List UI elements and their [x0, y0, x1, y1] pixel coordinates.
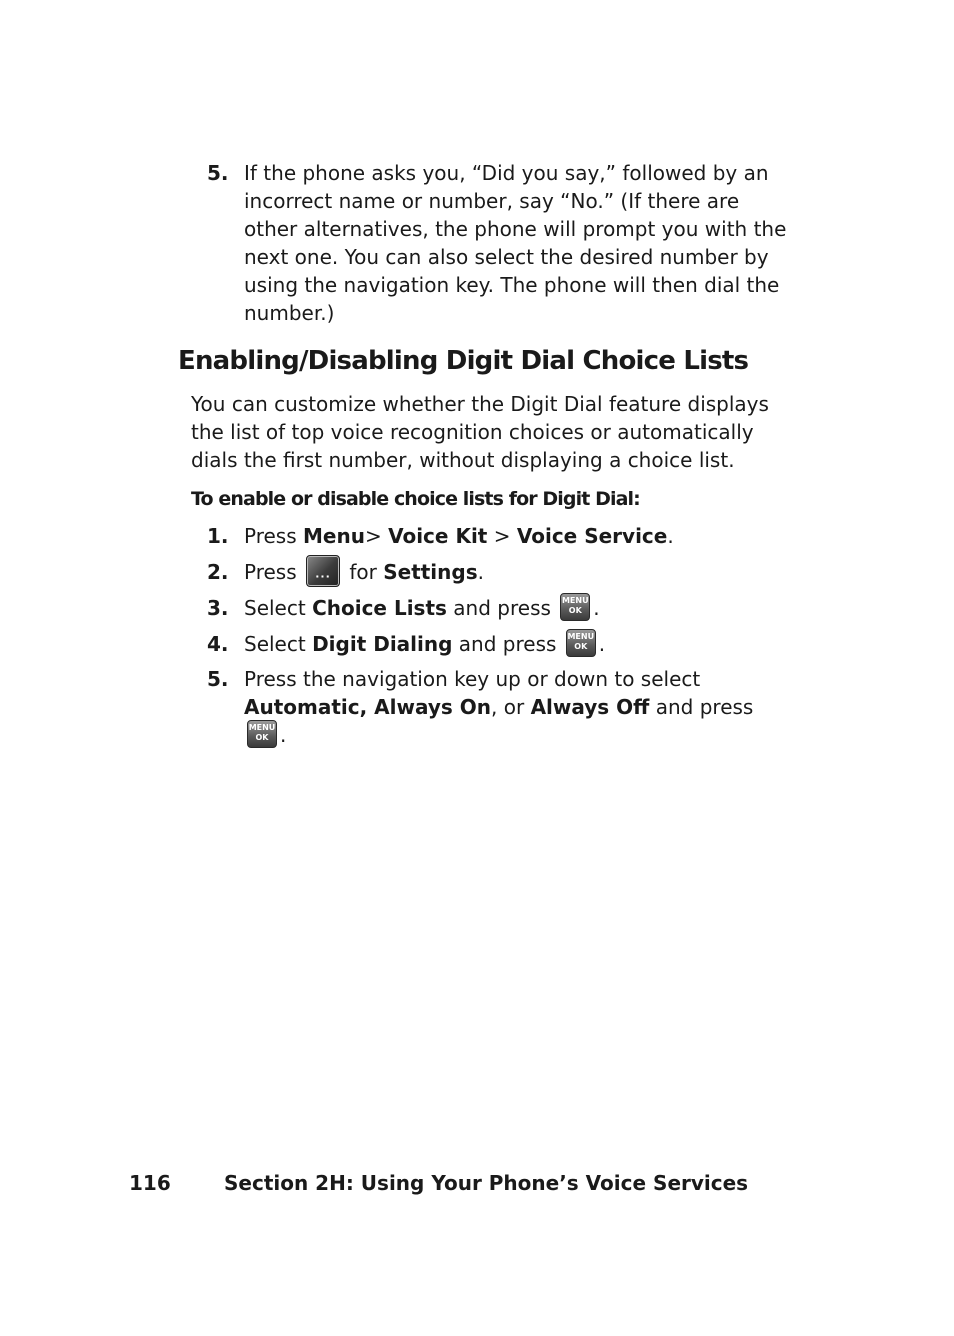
list-item: [207, 594, 792, 622]
page-number: 116: [129, 1171, 171, 1195]
list-item: [207, 522, 792, 550]
list-item: [207, 665, 792, 749]
intro-paragraph: You can customize whether the Digit Dial feature displays the list of top voice recognition choices or automatically dials the first number, without displaying a choice list.: [191, 392, 769, 472]
step-number: 1.: [207, 524, 229, 548]
procedure-title: To enable or disable choice lists for Digit Dial:: [191, 488, 640, 510]
menu-ok-key-icon: MENU OK: [560, 593, 590, 621]
menu-term: Digit Dialing: [312, 632, 453, 656]
section-title: Section 2H: Using Your Phone’s Voice Services: [224, 1171, 749, 1195]
list-item: [207, 558, 792, 587]
menu-ok-key-icon: MENU OK: [566, 629, 596, 657]
step-text: Select Digit Dialing and press MENU OK .: [244, 630, 792, 658]
step-number: 5.: [207, 667, 229, 691]
menu-term: Always Off: [530, 695, 650, 719]
step-text: If the phone asks you, “Did you say,” followed by an incorrect name or number, say “No.” (If there are other alternatives, the phone will prompt you with the next one. You can also select the desired number by using the navigation key. The phone will then dial the number.): [244, 161, 787, 325]
menu-term: Menu: [303, 524, 365, 548]
step-text: Press Menu> Voice Kit > Voice Service.: [244, 524, 674, 548]
section-heading: Enabling/Disabling Digit Dial Choice Lists: [178, 346, 749, 376]
menu-term: Automatic, Always On: [244, 695, 492, 719]
step-text: Press the navigation key up or down to select Automatic, Always On, or Always Off and press MENU OK .: [244, 667, 754, 747]
menu-term: Choice Lists: [312, 596, 447, 620]
list-item: [207, 159, 792, 327]
step-number: 5.: [207, 161, 229, 185]
step-number: 3.: [207, 596, 229, 620]
menu-term: Settings: [383, 560, 478, 584]
menu-term: Voice Kit: [388, 524, 488, 548]
list-item: [207, 630, 792, 658]
more-key-icon: ···: [306, 555, 340, 587]
menu-ok-key-icon: MENU OK: [247, 720, 277, 748]
step-text: Press ··· for Settings.: [244, 558, 792, 587]
step-number: 4.: [207, 632, 229, 656]
menu-term: Voice Service: [516, 524, 668, 548]
step-text: Select Choice Lists and press MENU OK .: [244, 594, 792, 622]
step-number: 2.: [207, 560, 229, 584]
